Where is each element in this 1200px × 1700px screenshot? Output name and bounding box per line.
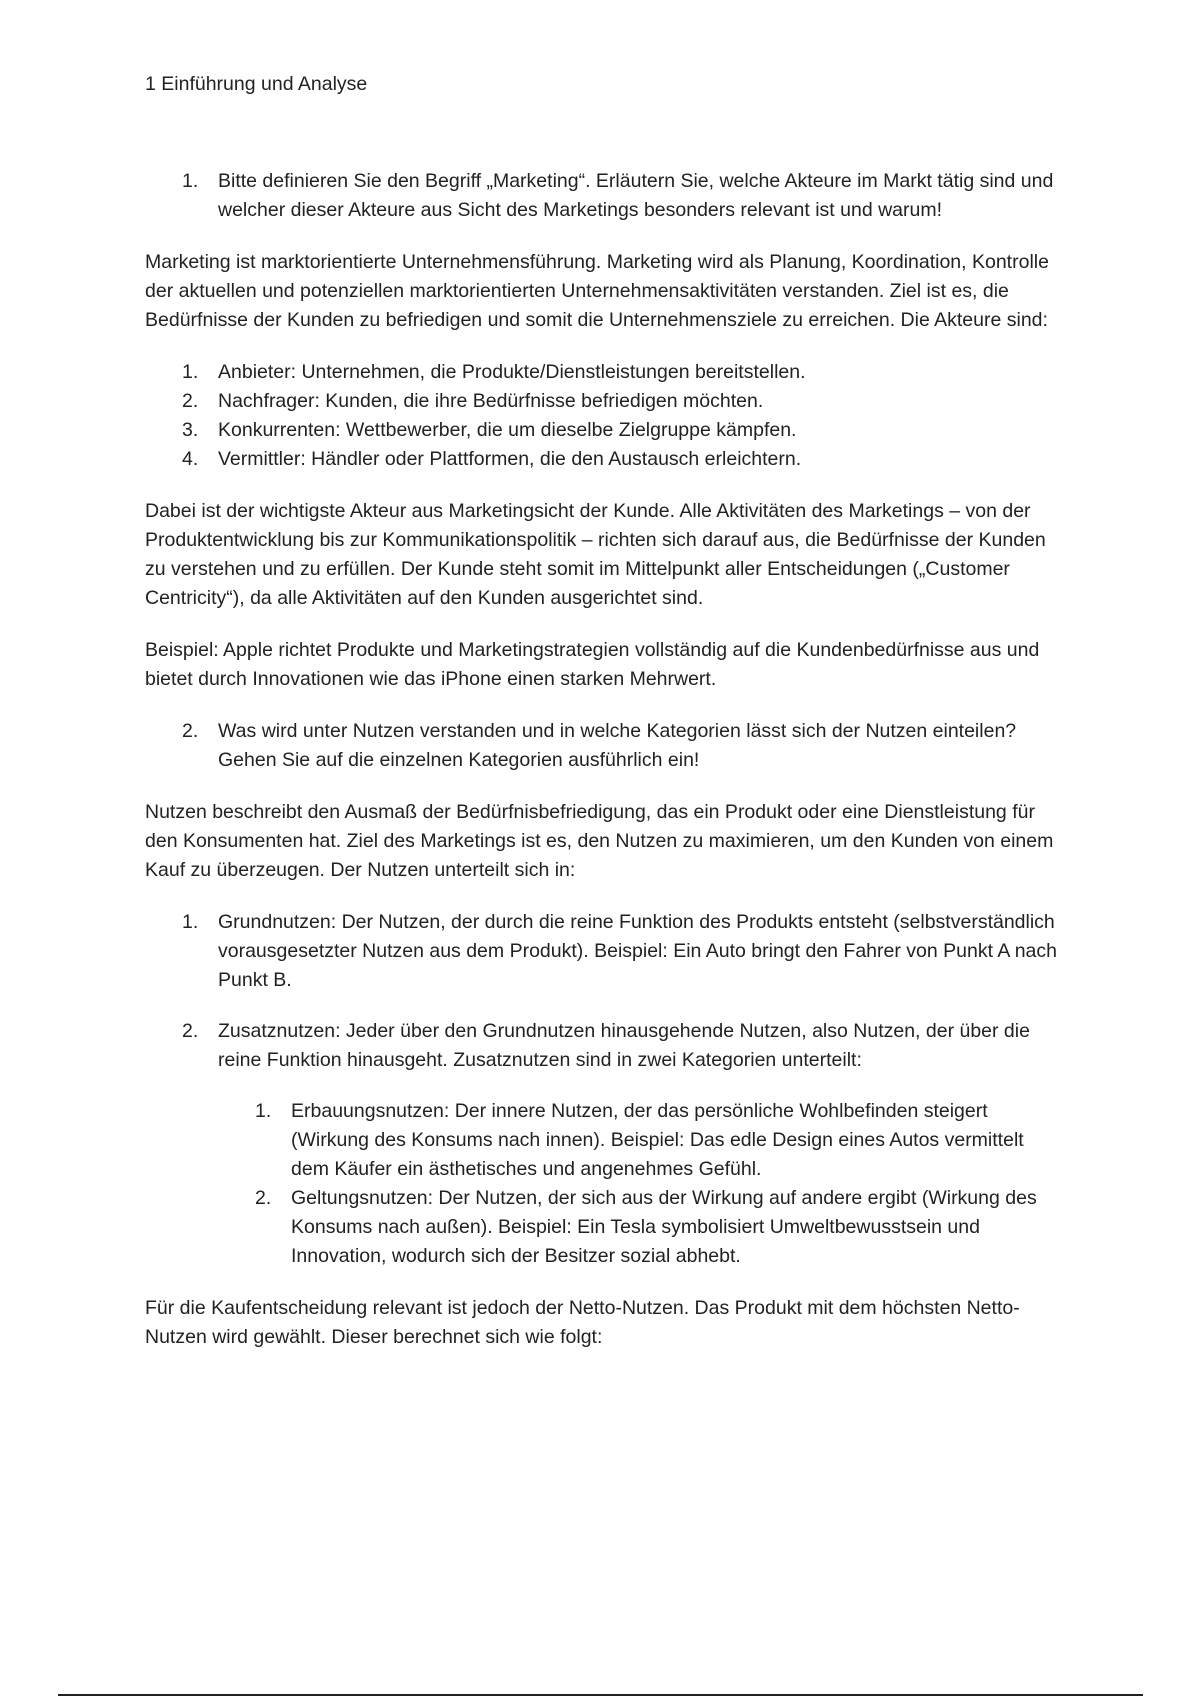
list-number: 1.	[182, 911, 199, 933]
answer-paragraph-nutzen: Nutzen beschreibt den Ausmaß der Bedürfnisbefriedigung, das ein Produkt oder eine Dienstleistung für den Konsumenten hat. Ziel des Marketings ist es, den Nutzen zu maximieren, um den Kunden von einem Kauf zu überzeugen. Der Nutzen unterteilt sich in:	[145, 801, 1054, 881]
question-list-1	[145, 167, 1065, 225]
list-text: Geltungsnutzen: Der Nutzen, der sich aus der Wirkung auf andere ergibt (Wirkung des Konsums nach außen). Beispiel: Ein Tesla symbolisiert Umweltbewusstsein und Innovation, wodurch sich der Besitzer sozial abhebt.	[291, 1187, 1037, 1267]
answer-paragraph-example: Beispiel: Apple richtet Produkte und Marketingstrategien vollständig auf die Kundenbedürfnisse aus und bietet durch Innovationen wie das iPhone einen starken Mehrwert.	[145, 639, 1040, 690]
list-number: 3.	[182, 419, 199, 441]
list-item	[145, 387, 1065, 416]
list-item	[145, 1017, 1065, 1075]
answer-paragraph-netto: Für die Kaufentscheidung relevant ist jedoch der Netto-Nutzen. Das Produkt mit dem höchsten Netto-Nutzen wird gewählt. Dieser berechnet sich wie folgt:	[145, 1297, 1020, 1348]
document-page	[145, 70, 1065, 1375]
answer-paragraph-customer: Dabei ist der wichtigste Akteur aus Marketingsicht der Kunde. Alle Aktivitäten des Marketings – von der Produktentwicklung bis zur Kommunikationspolitik – richten sich darauf aus, die Bedürfnisse der Kunden zu verstehen und zu erfüllen. Der Kunde steht somit im Mittelpunkt aller Entscheidungen („Customer Centricity“), da alle Aktivitäten auf den Kunden ausgerichtet sind.	[145, 500, 1046, 609]
question-text: Bitte definieren Sie den Begriff „Marketing“. Erläutern Sie, welche Akteure im Markt tätig sind und welcher dieser Akteure aus Sicht des Marketings besonders relevant ist und warum!	[218, 170, 1054, 221]
nutzen-list	[145, 908, 1065, 1271]
list-text: Zusatznutzen: Jeder über den Grundnutzen hinausgehende Nutzen, also Nutzen, der über die reine Funktion hinausgeht. Zusatznutzen sind in zwei Kategorien unterteilt:	[218, 1020, 1030, 1071]
list-number: 2.	[182, 1020, 199, 1042]
list-number: 1.	[182, 361, 199, 383]
sub-list-item	[145, 1097, 1065, 1184]
footer-rule	[58, 1694, 1143, 1696]
list-item	[145, 416, 1065, 445]
list-number: 2.	[255, 1187, 272, 1209]
question-text: Was wird unter Nutzen verstanden und in welche Kategorien lässt sich der Nutzen einteilen? Gehen Sie auf die einzelnen Kategorien ausführlich ein!	[218, 720, 1017, 771]
question-1	[145, 167, 1065, 225]
list-text: Vermittler: Händler oder Plattformen, die den Austausch erleichtern.	[218, 448, 802, 470]
question-number: 1.	[182, 170, 199, 192]
list-text: Anbieter: Unternehmen, die Produkte/Dienstleistungen bereitstellen.	[218, 361, 806, 383]
list-number: 4.	[182, 448, 199, 470]
list-number: 2.	[182, 390, 199, 412]
section-heading: 1 Einführung und Analyse	[145, 73, 368, 95]
list-item	[145, 908, 1065, 995]
list-item	[145, 358, 1065, 387]
list-text: Erbauungsnutzen: Der innere Nutzen, der das persönliche Wohlbefinden steigert (Wirkung des Konsums nach innen). Beispiel: Das edle Design eines Autos vermittelt dem Käufer ein ästhetisches und angenehmes Gefühl.	[291, 1100, 1024, 1180]
question-2	[145, 717, 1065, 775]
list-number: 1.	[255, 1100, 272, 1122]
list-text: Nachfrager: Kunden, die ihre Bedürfnisse befriedigen möchten.	[218, 390, 764, 412]
list-item	[145, 445, 1065, 474]
list-text: Grundnutzen: Der Nutzen, der durch die reine Funktion des Produkts entsteht (selbstverständlich vorausgesetzter Nutzen aus dem Produkt). Beispiel: Ein Auto bringt den Fahrer von Punkt A nach Punkt B.	[218, 911, 1057, 991]
question-number: 2.	[182, 720, 199, 742]
list-text: Konkurrenten: Wettbewerber, die um dieselbe Zielgruppe kämpfen.	[218, 419, 797, 441]
answer-paragraph-marketing: Marketing ist marktorientierte Unternehmensführung. Marketing wird als Planung, Koordination, Kontrolle der aktuellen und potenziellen marktorientierten Unternehmensaktivitäten verstanden. Ziel ist es, die Bedürfnisse der Kunden zu befriedigen und somit die Unternehmensziele zu erreichen. Die Akteure sind:	[145, 251, 1049, 331]
actors-list	[145, 358, 1065, 474]
question-list-2	[145, 717, 1065, 775]
sub-list-item	[145, 1184, 1065, 1271]
